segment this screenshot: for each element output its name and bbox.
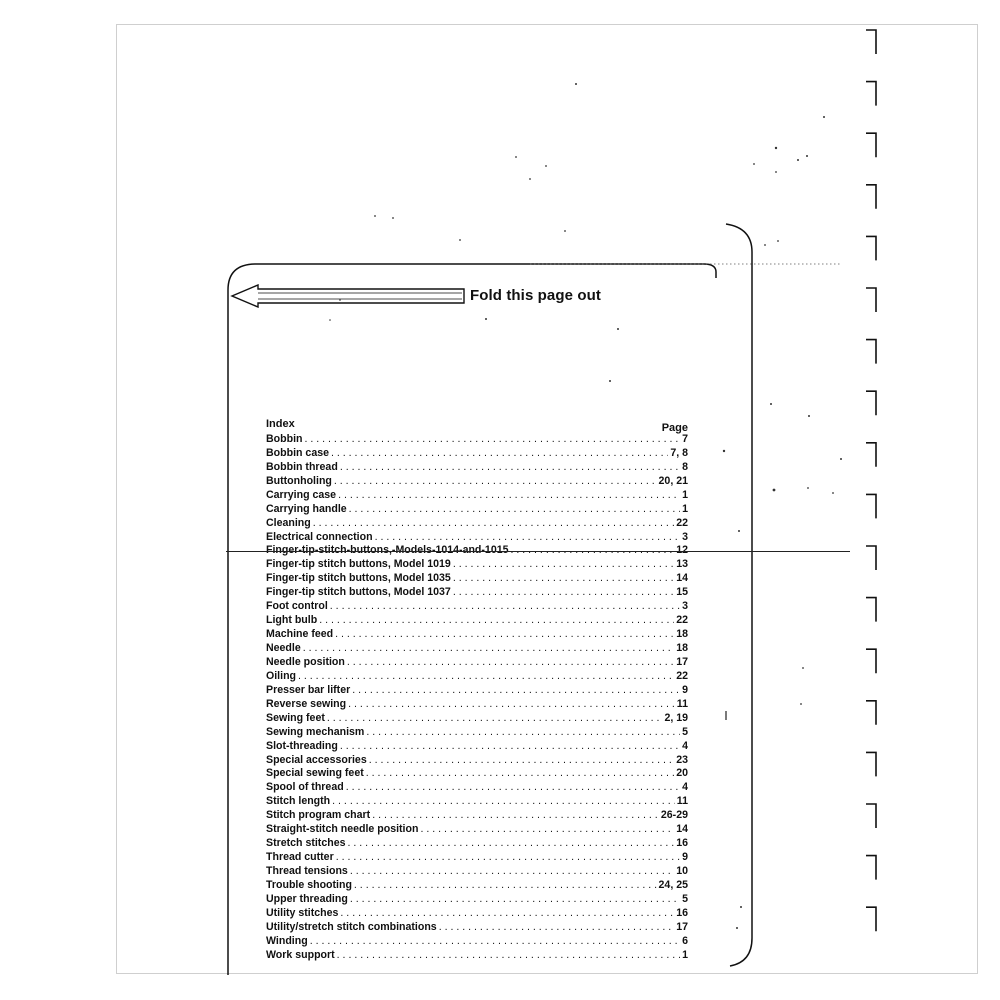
binder-tab-mark bbox=[866, 598, 876, 622]
entry-name: Stretch stitches bbox=[266, 837, 346, 850]
entry-page: 3 bbox=[682, 600, 688, 613]
index-entry bbox=[266, 935, 688, 949]
entry-page: 24, 25 bbox=[658, 879, 688, 891]
dot-leader bbox=[298, 670, 674, 684]
index-entry bbox=[266, 809, 688, 823]
dot-leader bbox=[366, 768, 674, 782]
strikethrough-line bbox=[226, 551, 850, 552]
index-entry bbox=[266, 503, 688, 517]
entry-page: 1 bbox=[682, 502, 688, 515]
binder-tab-mark bbox=[866, 701, 876, 725]
entry-name: Bobbin case bbox=[266, 446, 329, 459]
index-entry bbox=[266, 572, 688, 586]
entry-name: Thread tensions bbox=[266, 865, 348, 878]
index-entry bbox=[266, 781, 688, 795]
binder-tab-mark bbox=[866, 856, 876, 880]
entry-page: 10 bbox=[676, 865, 688, 878]
entry-page: 22 bbox=[676, 669, 688, 682]
entry-name: Sewing mechanism bbox=[266, 725, 365, 738]
entry-name: Trouble shooting bbox=[266, 879, 352, 891]
entry-page: 5 bbox=[682, 892, 688, 905]
entry-page: 20, 21 bbox=[658, 474, 688, 487]
dot-leader bbox=[453, 558, 674, 572]
index-entry bbox=[266, 726, 688, 740]
dot-leader bbox=[439, 921, 675, 935]
entry-name: Utility/stretch stitch combinations bbox=[266, 920, 437, 933]
entry-name: Machine feed bbox=[266, 628, 334, 641]
index-entry bbox=[266, 614, 688, 628]
index-entry bbox=[266, 907, 688, 921]
binder-tab-mark bbox=[866, 546, 876, 570]
dot-leader bbox=[348, 698, 675, 712]
entry-page: 1 bbox=[682, 948, 688, 961]
index-entry bbox=[266, 712, 688, 726]
entry-name: Bobbin bbox=[266, 433, 303, 445]
binder-tab-mark bbox=[866, 494, 876, 518]
entry-name: Upper threading bbox=[266, 892, 348, 905]
dot-leader bbox=[338, 489, 680, 503]
entry-name: Thread cutter bbox=[266, 851, 334, 864]
index-entry bbox=[266, 461, 688, 475]
entry-page: 7, 8 bbox=[670, 446, 688, 459]
index-entry bbox=[266, 879, 688, 893]
entry-name: Presser bar lifter bbox=[266, 683, 351, 696]
index-entry bbox=[266, 628, 688, 642]
index-entry bbox=[266, 600, 688, 614]
entry-name: Carrying handle bbox=[266, 502, 347, 515]
entry-name: Slot-threading bbox=[266, 739, 338, 752]
entry-name: Finger-tip stitch buttons, Model 1035 bbox=[266, 572, 451, 585]
dot-leader bbox=[366, 726, 680, 740]
entry-page: 6 bbox=[682, 934, 688, 947]
dot-leader bbox=[347, 656, 674, 670]
entry-page: 22 bbox=[676, 614, 688, 627]
page-heading: Page bbox=[661, 422, 688, 434]
index-entry bbox=[266, 670, 688, 684]
entry-name: Light bulb bbox=[266, 614, 318, 627]
dot-leader bbox=[340, 740, 680, 754]
dot-leader bbox=[330, 600, 680, 614]
entry-name: Finger-tip stitch buttons, Model 1037 bbox=[266, 586, 451, 599]
entry-name: Needle bbox=[266, 642, 301, 655]
entry-page: 23 bbox=[676, 753, 688, 766]
index-entry bbox=[266, 921, 688, 935]
entry-name: Reverse sewing bbox=[266, 697, 347, 710]
index-entry bbox=[266, 851, 688, 865]
dot-leader bbox=[349, 503, 680, 517]
binder-tab-mark bbox=[866, 340, 876, 364]
entry-name: Special sewing feet bbox=[266, 767, 364, 780]
entry-page: 17 bbox=[676, 920, 688, 933]
dot-leader bbox=[337, 949, 680, 963]
index-entry bbox=[266, 531, 688, 545]
entry-page: 18 bbox=[676, 628, 688, 641]
index-entry bbox=[266, 698, 688, 712]
entry-name: Needle position bbox=[266, 656, 345, 668]
fold-arrow-icon bbox=[230, 284, 466, 308]
dot-leader bbox=[319, 614, 674, 628]
entry-name: Oiling bbox=[266, 669, 297, 682]
entry-page: 5 bbox=[682, 725, 688, 738]
entry-name: Work support bbox=[266, 948, 335, 961]
entry-name: Foot control bbox=[266, 600, 328, 613]
index-heading: Index bbox=[266, 418, 295, 430]
dot-leader bbox=[347, 837, 674, 851]
dot-leader bbox=[453, 572, 674, 586]
index-entry bbox=[266, 517, 688, 531]
index-entry bbox=[266, 558, 688, 572]
index-entry bbox=[266, 433, 688, 447]
entry-page: 11 bbox=[676, 697, 688, 710]
index-entries bbox=[266, 433, 688, 963]
dot-leader bbox=[375, 531, 681, 545]
entry-page: 14 bbox=[676, 572, 688, 585]
entry-page: 11 bbox=[676, 795, 688, 808]
dot-leader bbox=[304, 433, 680, 447]
dot-leader bbox=[372, 809, 659, 823]
entry-name: Bobbin thread bbox=[266, 460, 338, 473]
index-entry bbox=[266, 795, 688, 809]
fold-instruction: Fold this page out bbox=[470, 287, 601, 304]
index-entry bbox=[266, 684, 688, 698]
entry-page: 15 bbox=[676, 586, 688, 599]
dot-leader bbox=[340, 461, 680, 475]
entry-name: Straight-stitch needle position bbox=[266, 823, 419, 836]
dot-leader bbox=[335, 628, 674, 642]
dot-leader bbox=[334, 475, 657, 489]
entry-page: 4 bbox=[682, 781, 688, 794]
entry-page: 22 bbox=[676, 516, 688, 529]
entry-name: Electrical connection bbox=[266, 530, 373, 543]
entry-name: Spool of thread bbox=[266, 781, 344, 794]
entry-name: Finger-tip stitch buttons, Model 1019 bbox=[266, 558, 451, 571]
dot-leader bbox=[354, 879, 657, 893]
index-entry bbox=[266, 642, 688, 656]
entry-page: 13 bbox=[676, 558, 688, 571]
binder-tab-mark bbox=[866, 30, 876, 54]
binder-tab-mark bbox=[866, 907, 876, 931]
index-entry bbox=[266, 837, 688, 851]
binder-tab-mark bbox=[866, 391, 876, 415]
entry-page: 16 bbox=[676, 906, 688, 919]
entry-page: 4 bbox=[682, 739, 688, 752]
entry-name: Utility stitches bbox=[266, 906, 339, 919]
dot-leader bbox=[352, 684, 680, 698]
index-entry bbox=[266, 754, 688, 768]
entry-name: Buttonholing bbox=[266, 474, 332, 487]
binder-tab-mark bbox=[866, 185, 876, 209]
binder-tab-mark bbox=[866, 443, 876, 467]
dot-leader bbox=[303, 642, 674, 656]
index-entry bbox=[266, 768, 688, 782]
entry-name: Special accessories bbox=[266, 753, 367, 766]
dot-leader bbox=[420, 823, 674, 837]
entry-name: Carrying case bbox=[266, 488, 337, 501]
dot-leader bbox=[313, 517, 674, 531]
index-entry bbox=[266, 893, 688, 907]
binder-tab-mark bbox=[866, 288, 876, 312]
dot-leader bbox=[340, 907, 674, 921]
dot-leader bbox=[350, 865, 674, 879]
index-entry bbox=[266, 865, 688, 879]
dot-leader bbox=[332, 795, 675, 809]
binder-tab-mark bbox=[866, 804, 876, 828]
binder-tab-mark bbox=[866, 133, 876, 157]
binder-tab-mark bbox=[866, 752, 876, 776]
index-entry bbox=[266, 740, 688, 754]
dot-leader bbox=[336, 851, 680, 865]
entry-page: 16 bbox=[676, 837, 688, 850]
index-table bbox=[266, 416, 688, 963]
index-entry bbox=[266, 586, 688, 600]
index-entry bbox=[266, 823, 688, 837]
dot-leader bbox=[369, 754, 674, 768]
entry-page: 9 bbox=[682, 683, 688, 696]
entry-page: 9 bbox=[682, 851, 688, 864]
entry-page: 17 bbox=[676, 656, 688, 668]
entry-page: 18 bbox=[676, 642, 688, 655]
entry-page: 14 bbox=[676, 823, 688, 836]
entry-page: 2, 19 bbox=[664, 711, 688, 724]
binder-tab-mark bbox=[866, 82, 876, 106]
binder-tab-marks bbox=[866, 30, 876, 931]
entry-name: Cleaning bbox=[266, 516, 311, 529]
entry-page: 20 bbox=[676, 767, 688, 780]
index-entry bbox=[266, 447, 688, 461]
dot-leader bbox=[346, 781, 680, 795]
dot-leader bbox=[327, 712, 663, 726]
entry-page: 7 bbox=[682, 433, 688, 445]
entry-page: 8 bbox=[682, 460, 688, 473]
index-entry bbox=[266, 656, 688, 670]
dot-leader bbox=[331, 447, 668, 461]
index-entry bbox=[266, 475, 688, 489]
entry-name: Stitch length bbox=[266, 795, 331, 808]
entry-name: Stitch program chart bbox=[266, 809, 371, 822]
dot-leader bbox=[350, 893, 680, 907]
index-entry bbox=[266, 489, 688, 503]
entry-page: 1 bbox=[682, 488, 688, 501]
binder-tab-mark bbox=[866, 236, 876, 260]
entry-name: Sewing feet bbox=[266, 711, 325, 724]
index-header bbox=[266, 416, 688, 433]
index-entry bbox=[266, 949, 688, 963]
entry-name: Winding bbox=[266, 934, 308, 947]
entry-page: 3 bbox=[682, 530, 688, 543]
fold-right-bracket bbox=[726, 224, 752, 966]
dot-leader bbox=[453, 586, 674, 600]
entry-page: 26-29 bbox=[660, 809, 688, 822]
binder-tab-mark bbox=[866, 649, 876, 673]
dot-leader bbox=[310, 935, 680, 949]
